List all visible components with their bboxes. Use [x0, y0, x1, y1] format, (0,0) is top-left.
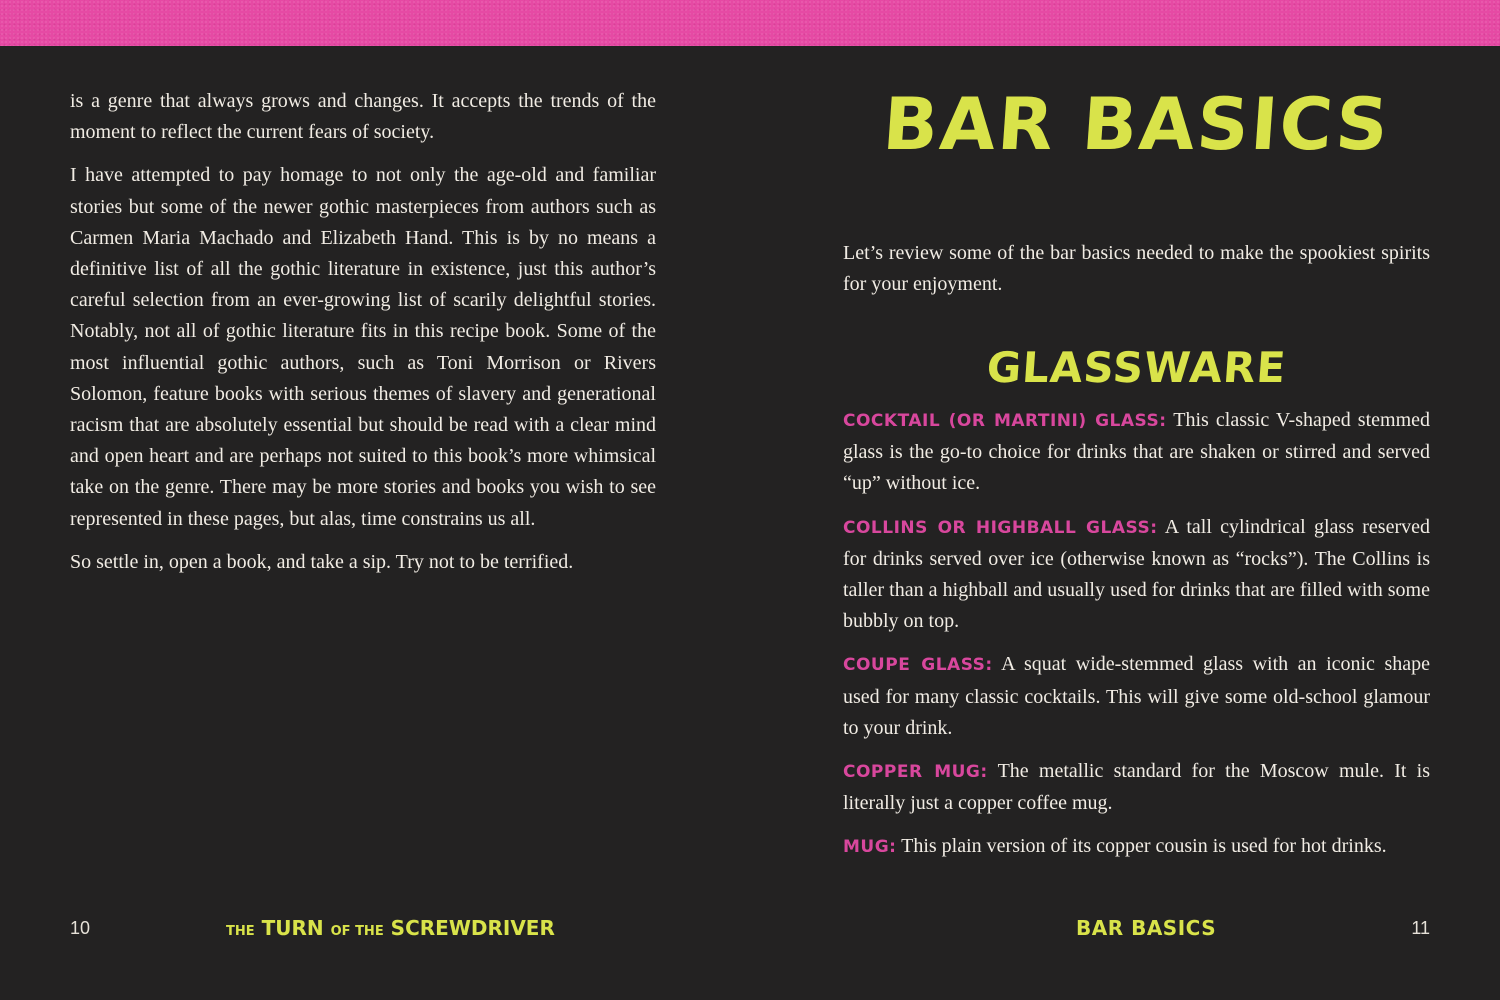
- definition-term: MUG:: [843, 837, 897, 858]
- definition-text: A squat wide-stemmed glass with an iconic shape used for many classic cocktails. This will give some old-school glamour to your drink.: [843, 653, 1431, 739]
- running-head-screwdriver: SCREWDRIVER: [390, 916, 555, 940]
- glassware-definitions: [843, 405, 1430, 876]
- definition-term: COPPER MUG:: [843, 762, 988, 783]
- left-paragraph-1: is a genre that always grows and changes. It accepts the trends of the moment to reflect the current fears of society.: [70, 90, 656, 144]
- top-decorative-band: [0, 0, 1500, 46]
- running-head-book-title: [226, 916, 555, 940]
- running-head-turn: TURN: [261, 916, 324, 940]
- page-number-right: 11: [1411, 918, 1430, 938]
- page-number-left: 10: [70, 918, 91, 938]
- definition-term: COUPE GLASS:: [843, 655, 993, 676]
- right-intro: [843, 238, 1430, 312]
- definition-text: The metallic standard for the Moscow mule. It is literally just a copper coffee mug.: [843, 760, 1430, 815]
- chapter-title: BAR BASICS: [880, 82, 1393, 166]
- section-title-glassware: GLASSWARE: [985, 343, 1288, 392]
- left-paragraph-2: I have attempted to pay homage to not only the age-old and familiar stories but some of the newer gothic masterpieces from authors such as Carmen Maria Machado and Elizabeth Hand. This is by no means a definitive list of all the gothic literature in existence, just this author’s careful selection from an ever-growing list of scarily delightful stories. Notably, not all of gothic literature fits in this recipe book. Some of the most influential gothic authors, such as Toni Morrison or Rivers Solomon, feature books with serious themes of slavery and generational racism that are absolutely essential but should be read with a clear mind and open heart and are perhaps not suited to this book’s more whimsical take on the genre. There may be more stories and books you wish to see represented in these pages, but alas, time constrains us all.: [70, 164, 656, 530]
- definition-item: [843, 831, 1430, 863]
- left-paragraph-3: So settle in, open a book, and take a sip. Try not to be terrified.: [70, 550, 574, 573]
- definition-item: [843, 756, 1430, 819]
- definition-item: [843, 649, 1430, 744]
- definition-term: COLLINS OR HIGHBALL GLASS:: [843, 517, 1158, 538]
- definition-text: This plain version of its copper cousin is used for hot drinks.: [901, 835, 1387, 858]
- definition-item: [843, 405, 1430, 500]
- definition-text: This classic V-shaped stemmed glass is the go-to choice for drinks that are shaken or stirred and served “up” without ice.: [843, 409, 1431, 495]
- definition-item: [843, 512, 1430, 638]
- intro-paragraph: Let’s review some of the bar basics needed to make the spookiest spirits for your enjoyment.: [843, 242, 1430, 296]
- running-head-chapter: BAR BASICS: [1076, 916, 1217, 940]
- left-page-body: [70, 86, 656, 590]
- definition-term: COCKTAIL (OR MARTINI) GLASS:: [843, 411, 1167, 431]
- running-head-of-the: OF THE: [330, 924, 384, 939]
- running-head-the: THE: [226, 924, 255, 939]
- definition-text: A tall cylindrical glass reserved for drinks served over ice (otherwise known as “rocks”). The Collins is taller than a highball and usually used for drinks that are filled with some bubbly on top.: [843, 515, 1430, 633]
